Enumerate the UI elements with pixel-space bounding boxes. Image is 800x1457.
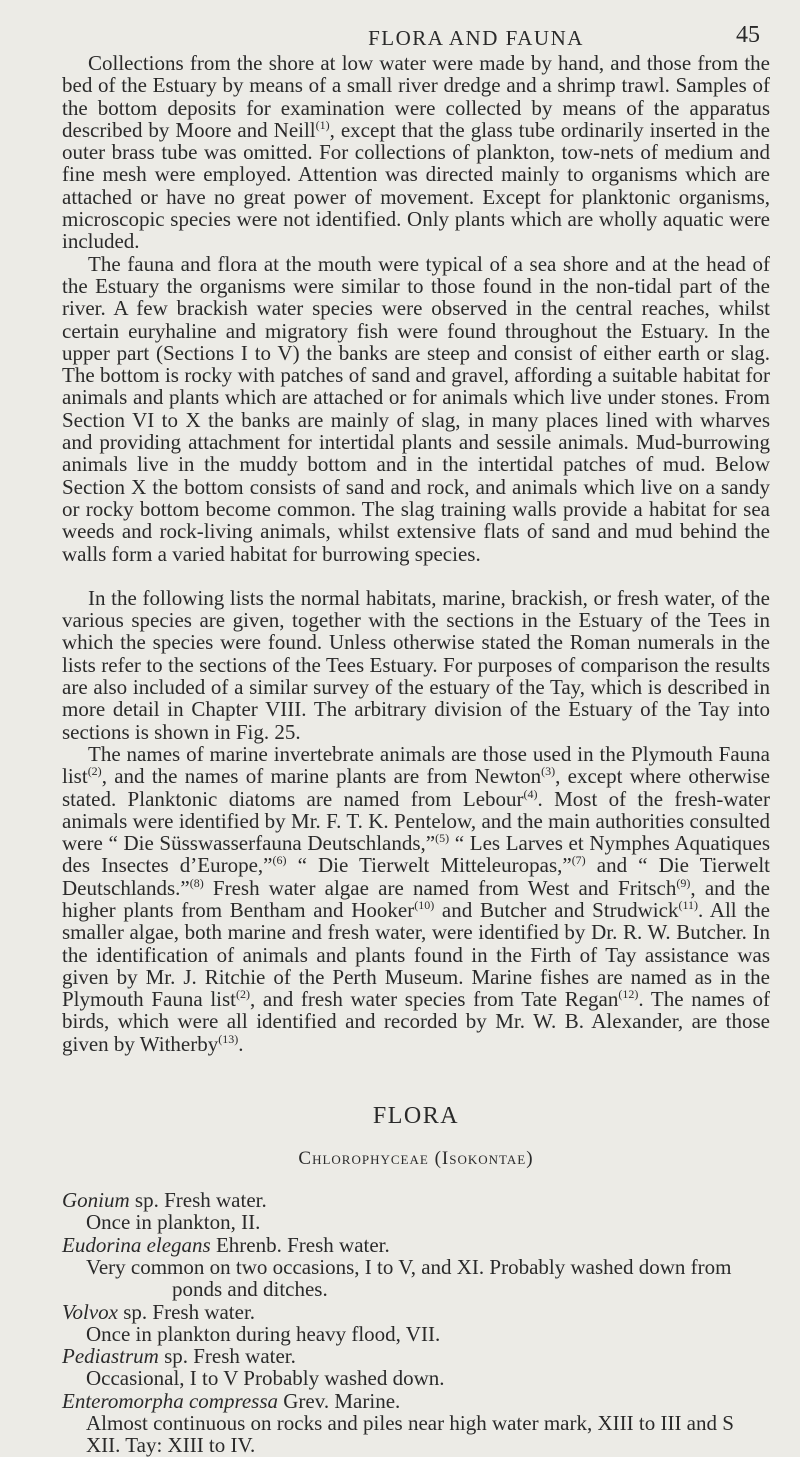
species-entry (62, 1390, 770, 1457)
paragraph-text: “ Les Larves et Nymphes Aquatiques des Insectes d’Europe,” (62, 831, 770, 878)
species-heading (62, 1234, 770, 1256)
species-name: Volvox (62, 1299, 118, 1324)
running-head (62, 8, 770, 52)
citation-marker: (5) (435, 831, 450, 846)
section-subtitle-chlorophyceae: Chlorophyceae (Isokontae) (298, 1148, 534, 1170)
species-authority-habitat: sp. Fresh water. (158, 1344, 296, 1369)
citation-marker: (7) (571, 853, 586, 868)
citation-marker: (3) (541, 764, 556, 779)
paragraph (62, 587, 770, 743)
species-name: Eudorina elegans (62, 1232, 211, 1257)
paragraph-text: , except where otherwise stated. Planktonic diatoms are named from Lebour (62, 764, 770, 811)
species-heading (62, 1189, 770, 1211)
species-note: Very common on two occasions, I to V, and XI. Probably washed down from ponds and ditches. (86, 1254, 732, 1302)
paragraph-text: and “ Die Tierwelt Deutschlands.” (62, 853, 770, 900)
paragraph-text: “ Die Tierwelt Mitteleuropas,” (286, 853, 572, 878)
citation-marker: (11) (678, 897, 699, 912)
species-name: Gonium (62, 1188, 130, 1213)
species-list (62, 1189, 770, 1457)
citation-marker: (10) (414, 897, 435, 912)
species-heading (62, 1345, 770, 1367)
paragraph-text: . (238, 1031, 244, 1056)
species-note: Once in plankton, II. (86, 1210, 261, 1235)
species-entry (62, 1301, 770, 1346)
species-authority-habitat: Ehrenb. Fresh water. (210, 1232, 390, 1257)
species-entry (62, 1189, 770, 1234)
paragraph-text: Collections from the shore at low water were made by hand, and those from the bed of the Estuary by means of a small river dredge and a shrimp trawl. Samples of the bottom deposits for examination were collected by means of the apparatus described by Moore and Neill (62, 51, 770, 142)
paragraph-text: The fauna and flora at the mouth were typical of a sea shore and at the head of the Estuary the organisms were similar to those found in the non-tidal part of the river. A few brackish water species were observed in the central reaches, whilst certain euryhaline and migratory fish were found throughout the Estuary. In the upper part (Sections I to V) the banks are steep and consist of either earth or slag. The bottom is rocky with patches of sand and gravel, affording a suitable habitat for animals and plants which are attached or for animals which live under stones. From Section VI to X the banks are mainly of slag, in many places lined with wharves and providing attachment for intertidal plants and sessile animals. Mud-burrowing animals live in the muddy bottom and in the intertidal patches of mud. Below Section X the bottom consists of sand and rock, and animals which live on a sandy or rocky bottom become common. The slag training walls provide a habitat for sea weeds and rock-living animals, whilst extensive flats of sand and mud behind the walls form a varied habitat for burrowing species. (62, 251, 770, 566)
paragraph-text: , except that the glass tube ordinarily inserted in the outer brass tube was omitted. For collections of plankton, tow-nets of medium and fine mesh were employed. Attention was directed mainly to organisms which are attached or have no great power of movement. Except for planktonic organisms, microscopic species were not identified. Only plants which are wholly aquatic were included. (62, 117, 770, 254)
paragraph-text: . All the smaller algae, both marine and fresh water, were identified by Dr. R. W. Butcher. In the identification of animals and plants found in the Firth of Tay assistance was given by Mr. J. Ritchie of the Perth Museum. Marine fishes are named as in the Plymouth Fauna list (62, 897, 770, 1012)
section-title-flora: FLORA (372, 1103, 460, 1130)
species-note: Once in plankton during heavy flood, VII. (86, 1321, 441, 1346)
paragraph-text: Fresh water algae are named from West and Fritsch (203, 875, 677, 900)
citation-marker: (6) (272, 853, 287, 868)
citation-marker: (4) (523, 786, 538, 801)
paragraph (62, 52, 770, 253)
paragraph-text: . Most of the fresh-water animals were identified by Mr. F. T. K. Pentelow, and the main authorities consulted were “ Die Süsswasserfauna Deutschlands,” (62, 786, 770, 856)
running-title: FLORA AND FAUNA (368, 26, 584, 50)
paragraph-text: , and the higher plants from Bentham and Hooker (62, 875, 770, 922)
species-name: Enteromorpha compressa (62, 1388, 279, 1413)
species-authority-habitat: Grev. Marine. (278, 1388, 401, 1413)
paragraph (62, 743, 770, 1055)
paragraph (62, 253, 770, 565)
species-heading (62, 1390, 770, 1412)
paragraph-text: . The names of birds, which were all identified and recorded by Mr. W. B. Alexander, are those given by Witherby (62, 987, 770, 1056)
species-authority-habitat: sp. Fresh water. (117, 1299, 256, 1324)
species-note: Almost continuous on rocks and piles near high water mark, XIII to III and S XII. Tay: XIII to IV. (86, 1411, 734, 1457)
citation-marker: (8) (189, 875, 204, 890)
citation-marker: (1) (315, 117, 330, 132)
citation-marker: (12) (618, 987, 639, 1002)
citation-marker: (2) (87, 764, 102, 779)
species-note: Occasional, I to V Probably washed down. (86, 1366, 445, 1391)
citation-marker: (2) (236, 987, 250, 1002)
page-number: 45 (736, 22, 760, 48)
paragraph-text: The names of marine invertebrate animals are those used in the Plymouth Fauna list (62, 741, 770, 789)
paragraph-text: , and fresh water species from Tate Regan (250, 987, 619, 1012)
species-heading (62, 1301, 770, 1323)
species-entry (62, 1345, 770, 1390)
species-name: Pediastrum (62, 1344, 159, 1369)
paragraph-text: In the following lists the normal habitats, marine, brackish, or fresh water, of the various species are given, together with the sections in the Estuary of the Tees in which the species were found. Unless otherwise stated the Roman numerals in the lists refer to the sections of the Tees Estuary. For purposes of comparison the results are also included of a similar survey of the estuary of the Tay, which is described in more detail in Chapter VIII. The arbitrary division of the Estuary of the Tay into sections is shown in Fig. 25. (62, 585, 770, 744)
body-text (62, 52, 770, 1055)
citation-marker: (9) (676, 875, 691, 890)
species-entry (62, 1234, 770, 1301)
species-authority-habitat: sp. Fresh water. (129, 1188, 267, 1213)
paragraph-text: , and the names of marine plants are from Newton (101, 764, 542, 789)
citation-marker: (13) (218, 1031, 239, 1046)
paragraph-text: and Butcher and Strudwick (434, 897, 679, 922)
